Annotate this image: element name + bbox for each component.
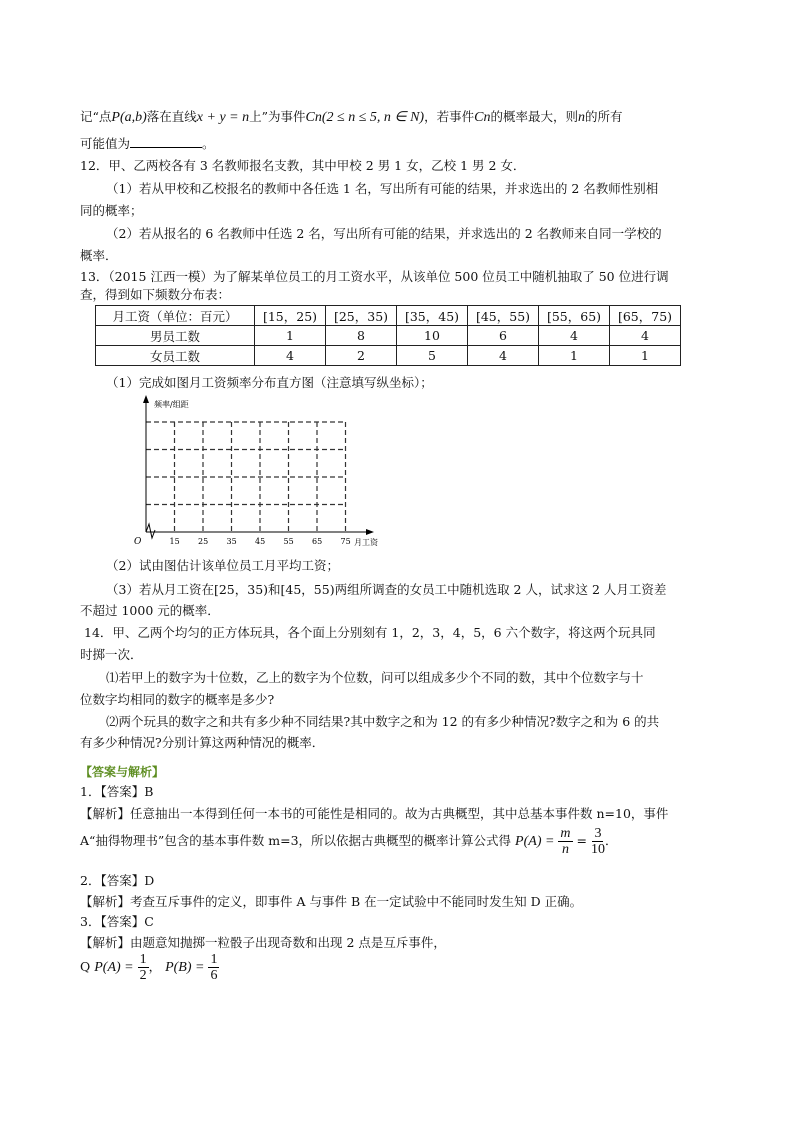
fraction-1-2: $\frac{1}{2}$ xyxy=(139,952,147,983)
answer-3: 3．【答案】C xyxy=(80,914,154,929)
q11-line2: 可能值为 。 xyxy=(80,136,215,151)
fraction-3-10: $\frac{3}{10}$ xyxy=(590,826,605,857)
q12-part2-cont: 概率． xyxy=(80,248,118,263)
q13-stem-cont: 查，得到如下频数分布表： xyxy=(80,287,231,302)
x-tick-label: 45 xyxy=(255,537,266,546)
q14-part1-cont: 位数字均相同的数字的概率是多少? xyxy=(80,692,275,707)
table-header-row: 月工资（单位：百元） [15，25) [25，35) [35，45) [45，55) [55，65) [65，75) xyxy=(96,306,681,326)
q12-part1: （1）若从甲校和乙校报名的教师中各任选 1 名，写出所有可能的结果，并求选出的 2 名教师性别相 xyxy=(106,181,659,196)
x-tick-label: 55 xyxy=(283,537,294,546)
table-row: 男员工数 1 8 10 6 4 4 xyxy=(96,326,681,346)
x-tick-label: 25 xyxy=(198,537,209,546)
x-tick-label: 35 xyxy=(226,537,237,546)
answer-blank xyxy=(130,135,202,148)
q13-stem: 13．（2015 江西一模）为了解某单位员工的月工资水平，从该单位 500 位员工中随机抽取了 50 位进行调 xyxy=(80,269,669,284)
x-axis-label: 月工资 xyxy=(354,538,378,547)
q12-part2: （2）若从报名的 6 名教师中任选 2 名，写出所有可能的结果，并求选出的 2 名教师来自同一学校的 xyxy=(106,226,662,241)
explanation-3-formula: Q P(A) = $\frac{1}{2}$ ， P(B) = $\frac{1}{6}$ xyxy=(80,952,218,983)
q12-stem: 12．甲、乙两校各有 3 名教师报名支教，其中甲校 2 男 1 女，乙校 1 男 2 女． xyxy=(80,158,526,173)
q13-part3-cont: 不超过 1000 元的概率． xyxy=(80,603,220,618)
frequency-table xyxy=(95,305,681,366)
q14-part1: ⑴若甲上的数字为十位数，乙上的数字为个位数，问可以组成多少个不同的数，其中个位数字与十 xyxy=(106,670,644,685)
q12-part1-cont: 同的概率； xyxy=(80,203,143,218)
explanation-1: 【解析】任意抽出一本得到任何一本书的可能性是相同的。故为古典概型，其中总基本事件数 n=10，事件 xyxy=(80,806,669,821)
q13-part3: （3）若从月工资在[25，35)和[45，55)两组所调查的女员工中随机选取 2 人，试求这 2 人月工资差 xyxy=(106,582,667,597)
q13-part1: （1）完成如图月工资频率分布直方图（注意填写纵坐标）； xyxy=(106,375,433,390)
x-tick-label: 65 xyxy=(312,537,323,546)
y-axis-arrow xyxy=(143,395,149,403)
q14-part2: ⑵两个玩具的数字之和共有多少种不同结果?其中数字之和为 12 的有多少种情况?数字之和为 6 的共 xyxy=(106,714,660,729)
table-row: 女员工数 4 2 5 4 1 1 xyxy=(96,346,681,366)
answer-2: 2．【答案】D xyxy=(80,873,155,888)
x-tick-label: 75 xyxy=(340,537,351,546)
axis-break xyxy=(146,524,155,538)
q14-stem-cont: 时掷一次． xyxy=(80,647,143,662)
origin-label: O xyxy=(134,537,142,547)
q14-part2-cont: 有多少种情况?分别计算这两种情况的概率． xyxy=(80,735,325,750)
x-axis-arrow xyxy=(366,529,374,535)
explanation-3: 【解析】由题意知抛掷一粒骰子出现奇数和出现 2 点是互斥事件， xyxy=(80,935,446,950)
fraction-m-n: $\frac{m}{n}$ xyxy=(560,826,571,857)
histogram-grid xyxy=(128,392,388,548)
answer-1: 1．【答案】B xyxy=(80,784,154,799)
q14-stem: 14．甲、乙两个均匀的正方体玩具，各个面上分别刻有 1，2，3，4，5，6 六个数字，将这两个玩具同 xyxy=(84,625,656,640)
explanation-1-cont: A“抽得物理书”包含的基本事件数 m=3，所以依据古典概型的概率计算公式得 P(A) = $\frac{m}{n}$ = $\frac{3}{10}$ ． xyxy=(80,826,618,857)
q13-part2: （2）试由图估计该单位员工月平均工资； xyxy=(106,558,339,573)
answers-heading: 【答案与解析】 xyxy=(80,765,165,779)
explanation-2: 【解析】考查互斥事件的定义，即事件 A 与事件 B 在一定试验中不能同时发生知 D 正确。 xyxy=(80,894,583,909)
y-axis-label: 频率/组距 xyxy=(154,400,189,409)
fraction-1-6: $\frac{1}{6}$ xyxy=(210,952,218,983)
q11-line1: 记“点P(a,b)落在直线x + y = n上”为事件Cn(2 ≤ n ≤ 5, n ∈ N)，若事件Cn的概率最大，则n的所有 xyxy=(80,109,623,125)
x-tick-label: 15 xyxy=(169,537,180,546)
